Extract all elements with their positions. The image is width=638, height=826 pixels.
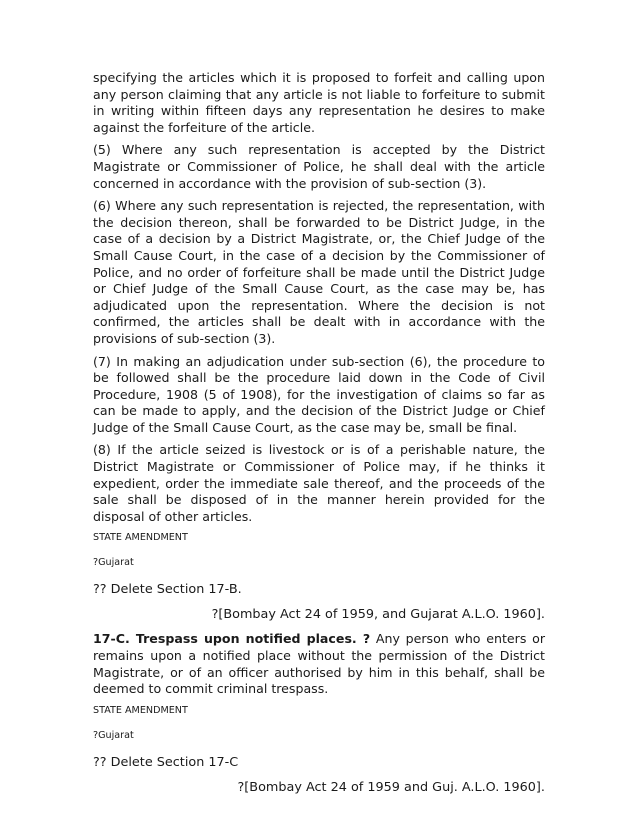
paragraph-subsection-6: (6) Where any such representation is rejected, the representation, with the decision thereon, shall be forwarded to be District Judge, in the case of a decision by a District Magistrate, or, the Chief Judge of the Small Cause Court, in the case of a decision by the Commissioner of Police, and no order of forfeiture shall be made until the District Judge or Chief Judge of the Small Cause Court, as the case may be, has adjudicated upon the representation. Where the decision is not confirmed, the articles shall be dealt with in accordance with the provisions of sub-section (3).: [93, 198, 545, 346]
delete-section-note: ?? Delete Section 17-B.: [93, 582, 242, 598]
section-17c-title: 17-C. Trespass upon notified places. ?: [93, 631, 371, 647]
state-name: ?Gujarat: [93, 729, 134, 741]
paragraph-subsection-5: (5) Where any such representation is accepted by the District Magistrate or Commissioner of Police, he shall deal with the article concerned in accordance with the provision of sub-section (3).: [93, 142, 545, 191]
document-page: [93, 70, 545, 804]
paragraph-subsection-8: (8) If the article seized is livestock or is of a perishable nature, the District Magistrate or Commissioner of Police may, if he thinks it expedient, order the immediate sale thereof, and the proceeds of the sale shall be disposed of in the manner herein provided for the disposal of other articles.: [93, 442, 545, 524]
state-name: ?Gujarat: [93, 557, 134, 569]
paragraph-continuation: specifying the articles which it is proposed to forfeit and calling upon any person claiming that any article is not liable to forfeiture to submit in writing within fifteen days any representation he desires to make against the forfeiture of the article.: [93, 70, 545, 135]
section-17c: [93, 631, 545, 697]
state-amendment-heading: STATE AMENDMENT: [93, 704, 188, 716]
amendment-reference: ?[Bombay Act 24 of 1959 and Guj. A.L.O. 1960].: [237, 779, 545, 795]
section-17c-body: Any person who enters or remains upon a notified place without the permission of the District Magistrate, or of an officer authorised by him in this behalf, shall be deemed to commit criminal trespass.: [93, 631, 546, 697]
amendment-reference: ?[Bombay Act 24 of 1959, and Gujarat A.L.O. 1960].: [211, 607, 545, 623]
delete-section-note: ?? Delete Section 17-C: [93, 754, 239, 770]
state-amendment-heading: STATE AMENDMENT: [93, 532, 188, 544]
paragraph-subsection-7: (7) In making an adjudication under sub-section (6), the procedure to be followed shall be the procedure laid down in the Code of Civil Procedure, 1908 (5 of 1908), for the investigation of claims so far as can be made to apply, and the decision of the District Judge or Chief Judge of the Small Cause Court, as the case may be, small be final.: [93, 353, 545, 435]
